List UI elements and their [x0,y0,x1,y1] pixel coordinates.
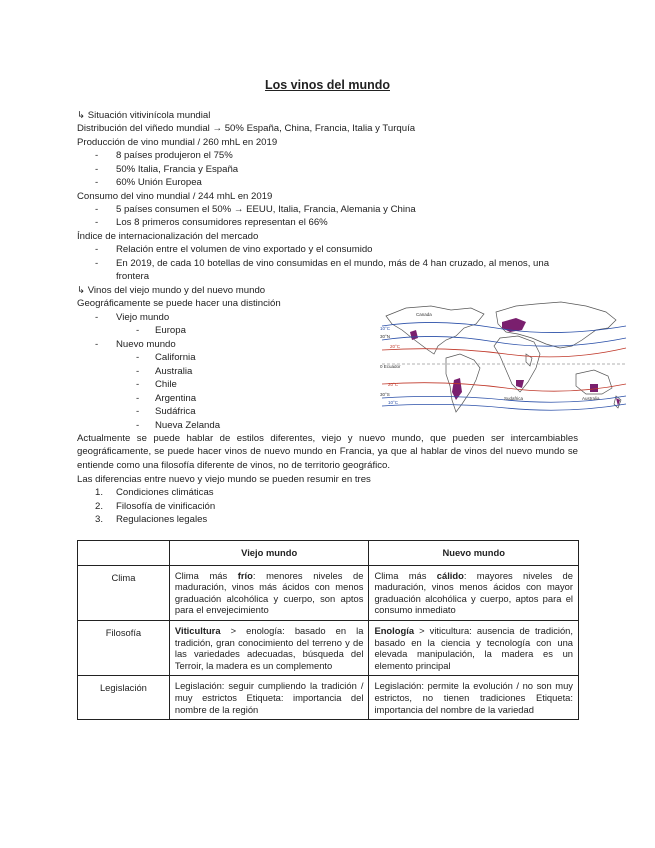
dash-bullet: - [136,393,140,404]
dash-bullet: - [95,217,99,228]
dash-bullet: - [136,366,140,377]
map-label: 30°N [380,334,391,339]
table-header: Viejo mundo [169,541,369,566]
map-label: 20°C [388,382,399,387]
paragraph: Actualmente se puede hablar de estilos diferentes, viejo y nuevo mundo, que pueden ser intercambiables geográficamente, se puede hacer vinos de nuevo mundo en Francia, ya que al hablar de vinos del nuevo mundo se entiende como una filosofía diferente de vinos, no de territorio geográfico. [77,433,578,471]
map-label: Australia [582,396,600,401]
list-item: 5 países consumen el 50% → EEUU, Italia, Francia, Alemania y China [116,204,416,215]
comparison-table [77,540,579,720]
text-line: Geográficamente se puede hacer una distinción [77,298,281,309]
dash-bullet: - [95,244,99,255]
section-heading: ↳ Situación vitivinícola mundial [77,110,211,121]
table-header [78,541,170,566]
dash-bullet: - [136,379,140,390]
list-item: 50% Italia, Francia y España [116,164,239,175]
map-label: 10°C [380,326,391,331]
list-item: Regulaciones legales [116,514,208,525]
map-label: 0 Ecuador [380,364,401,369]
list-item: Viejo mundo [116,312,170,323]
page-title: Los vinos del mundo [264,78,390,92]
list-item: Nueva Zelanda [155,420,221,431]
table-cell: Legislación: seguir cumpliendo la tradición / muy estrictos Etiqueta: importancia del nombre de la región [169,676,369,720]
dash-bullet: - [95,177,99,188]
table-cell: Viticultura > enología: basado en la tradición, gran conocimiento del terreno y de las variedades adecuadas, búsqueda del Terroir, la madera es un complemento [169,620,369,675]
list-item: Chile [155,379,177,390]
dash-bullet: - [95,204,99,215]
table-cell: Clima más frío: menores niveles de maduración, vinos más ácidos con menos graduación alcohólica y cuerpo, son aptos para el envejecimiento [169,565,369,620]
table-row [78,565,579,620]
table-cell: Legislación: permite la evolución / no son muy estrictos, no tienen tradiciones Etiqueta: importancia del nombre de la variedad [369,676,579,720]
map-label: Sudafrica [504,396,524,401]
dash-bullet: - [136,352,140,363]
list-number: 3. [95,514,104,525]
list-item: Europa [155,325,186,336]
row-label: Clima [78,565,170,620]
row-label: Legislación [78,676,170,720]
map-label: 10°C [388,400,399,405]
dash-bullet: - [95,258,99,269]
text-line: Producción de vino mundial / 260 mhL en 2019 [77,137,278,148]
map-label: 30°S [380,392,390,397]
table-header: Nuevo mundo [369,541,579,566]
text-line: Distribución del viñedo mundial → 50% España, China, Francia, Italia y Turquía [77,123,416,134]
list-number: 2. [95,501,104,512]
table-cell: Clima más cálido: mayores niveles de maduración, vinos menos ácidos con mayor graduación alcohólica y cuerpo, aptos para el consumo inmediato [369,565,579,620]
list-number: 1. [95,487,104,498]
map-label: Canada [416,312,432,317]
dash-bullet: - [95,164,99,175]
world-wine-map [376,288,628,418]
table-row [78,676,579,720]
text-line: Índice de internacionalización del mercado [77,231,259,242]
list-item: Australia [155,366,193,377]
dash-bullet: - [95,150,99,161]
list-item: California [155,352,196,363]
list-item: Nuevo mundo [116,339,176,350]
text-line: Consumo del vino mundial / 244 mhL en 2019 [77,191,273,202]
table-cell: Enología > viticultura: ausencia de tradición, basado en la ciencia y tecnología con una elevada manipulación, la madera es un elemento principal [369,620,579,675]
dash-bullet: - [95,339,99,350]
list-item: En 2019, de cada 10 botellas de vino consumidas en el mundo, más de 4 han cruzado, al menos, una frontera [116,258,550,283]
row-label: Filosofía [78,620,170,675]
list-item: Relación entre el volumen de vino exportado y el consumido [116,244,373,255]
list-item: Argentina [155,393,197,404]
text-line: Las diferencias entre nuevo y viejo mundo se pueden resumir en tres [77,474,371,485]
dash-bullet: - [136,325,140,336]
list-item: Filosofía de vinificación [116,501,216,512]
map-label: 20°C [390,344,401,349]
list-item: 60% Unión Europea [116,177,202,188]
list-item: Condiciones climáticas [116,487,214,498]
list-item: Sudáfrica [155,406,196,417]
list-item: 8 países produjeron el 75% [116,150,233,161]
table-header-row [78,541,579,566]
list-item: Los 8 primeros consumidores representan el 66% [116,217,328,228]
section-heading: ↳ Vinos del viejo mundo y del nuevo mundo [77,285,266,296]
table-row [78,620,579,675]
dash-bullet: - [136,420,140,431]
dash-bullet: - [136,406,140,417]
dash-bullet: - [95,312,99,323]
